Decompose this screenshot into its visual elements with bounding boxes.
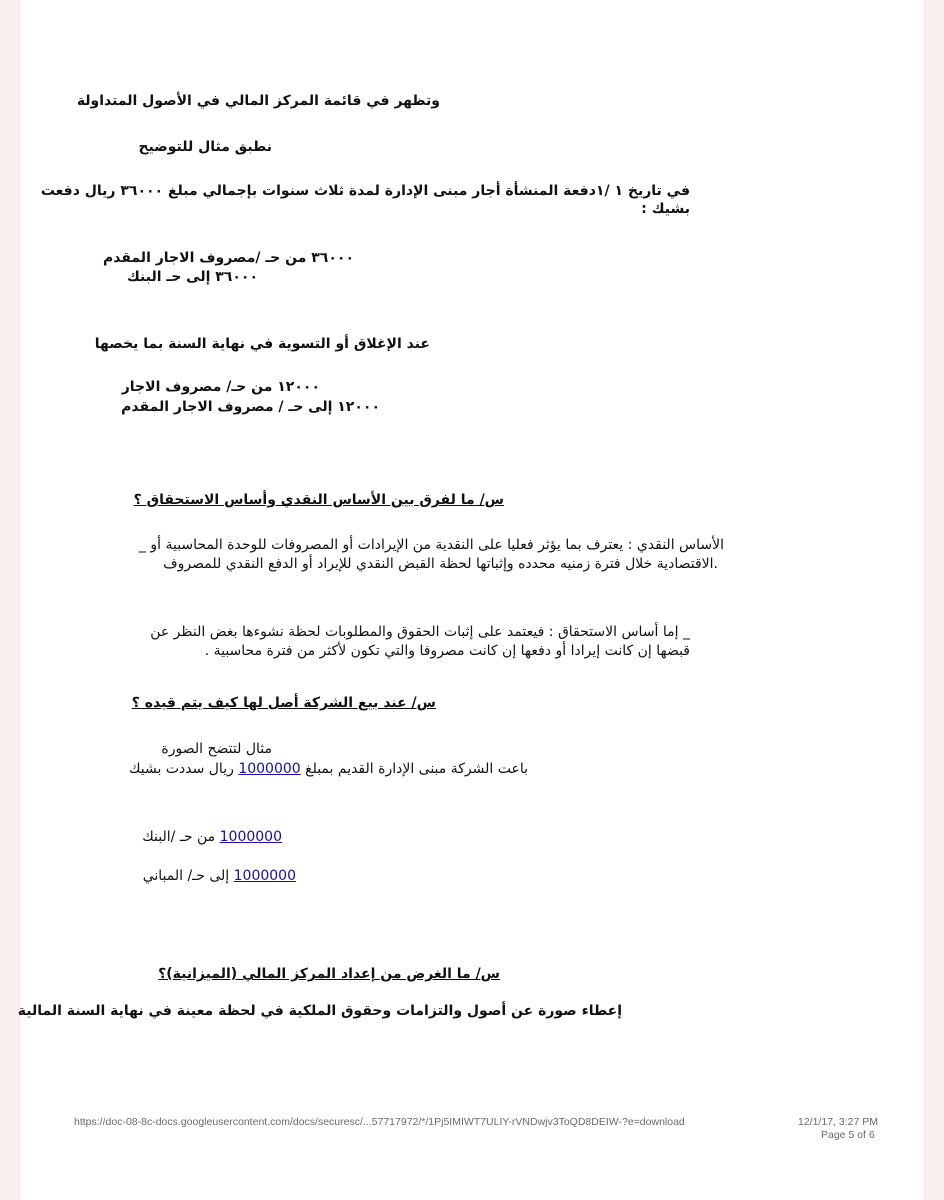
entry-prepaid-debit: ٣٦٠٠٠ من حـ /مصروف الاجار المقدم (103, 250, 354, 266)
heading-balance-sheet-purpose: س/ ما الغرض من إعداد المركز المالي (الميزانية)؟ (158, 966, 500, 982)
text-cash-basis: الأساس النقدي : يعترف بما يؤثر فعليا على النقدية من الإيرادات أو المصروفات للوحدة المحاسبية أو _ (138, 537, 724, 553)
text-closing-adjustment: عند الإغلاق أو التسوية في نهاية السنة بما يخصها (94, 336, 430, 352)
amount-link[interactable]: 1000000 (238, 761, 301, 777)
heading-cash-vs-accrual: س/ ما لفرق بين الأساس النقدي وأساس الاستحقاق ؟ (133, 492, 504, 508)
entry-bank-debit-label: من حـ /البنك (142, 829, 220, 845)
text-asset-sold-pre: باعت الشركة مبنى الإدارة القديم بمبلغ (300, 761, 528, 777)
text-balance-sheet-answer: إعطاء صورة عن أصول والتزامات وحقوق الملكية في لحظة معينة في نهاية السنة المالية (17, 1003, 622, 1019)
text-example: مثال لتتضح الصورة (161, 741, 272, 757)
entry-prepaid-credit: ١٢٠٠٠ إلى حـ / مصروف الاجار المقدم (121, 399, 380, 415)
text-example-intro: نطبق مثال للتوضيح (138, 139, 272, 155)
text-cash-basis-cont: .الاقتصادية خلال فترة زمنيه محدده وإثباتها لحظة القبض النقدي للإيراد أو الدفع النقدي للمصروف (163, 556, 718, 572)
entry-buildings-credit (143, 867, 296, 886)
text-asset-sold (129, 760, 528, 779)
entry-bank-debit (142, 828, 282, 847)
text-rent-payment: في تاريخ ١ /١دفعة المنشأة أجار مبنى الإدارة لمدة ثلاث سنوات بإجمالي مبلغ ٣٦٠٠٠ ريال دفعت (40, 183, 690, 199)
document-page (17, 0, 924, 1200)
credit-amount-link[interactable]: 1000000 (233, 868, 296, 884)
entry-bank-credit: ٣٦٠٠٠ إلى حـ البنك (127, 269, 258, 285)
footer-url: https://doc-08-8c-docs.googleusercontent.com/docs/securesc/...57717972/*/1Pj5IMIWT7ULIY-rVNDwjv3ToQD8DEIW-?e=download (74, 1116, 685, 1128)
entry-rent-expense-debit: ١٢٠٠٠ من حـ/ مصروف الاجار (121, 379, 320, 395)
heading-asset-sale: س/ عند بيع الشركة أصل لها كيف يتم قيده ؟ (131, 695, 436, 711)
text-current-assets: وتظهر في قائمة المركز المالي في الأصول المتداولة (76, 93, 440, 109)
text-rent-payment-cont: بشيك : (641, 201, 690, 217)
footer-datetime: 12/1/17, 3:27 PM (798, 1116, 878, 1128)
text-accrual-basis: _ إما أساس الاستحقاق : فيعتمد على إثبات الحقوق والمطلوبات لحظة نشوءها بغض النظر عن (150, 624, 690, 640)
footer-page-number: Page 5 of 6 (821, 1129, 875, 1141)
entry-buildings-credit-label: إلى حـ/ المباني (142, 868, 234, 884)
debit-amount-link[interactable]: 1000000 (219, 829, 282, 845)
text-asset-sold-post: ريال سددت بشيك (128, 761, 239, 777)
text-accrual-basis-cont: قبضها إن كانت إيرادا أو دفعها إن كانت مصروفا والتي تكون لأكثر من فترة محاسبية . (204, 643, 690, 659)
